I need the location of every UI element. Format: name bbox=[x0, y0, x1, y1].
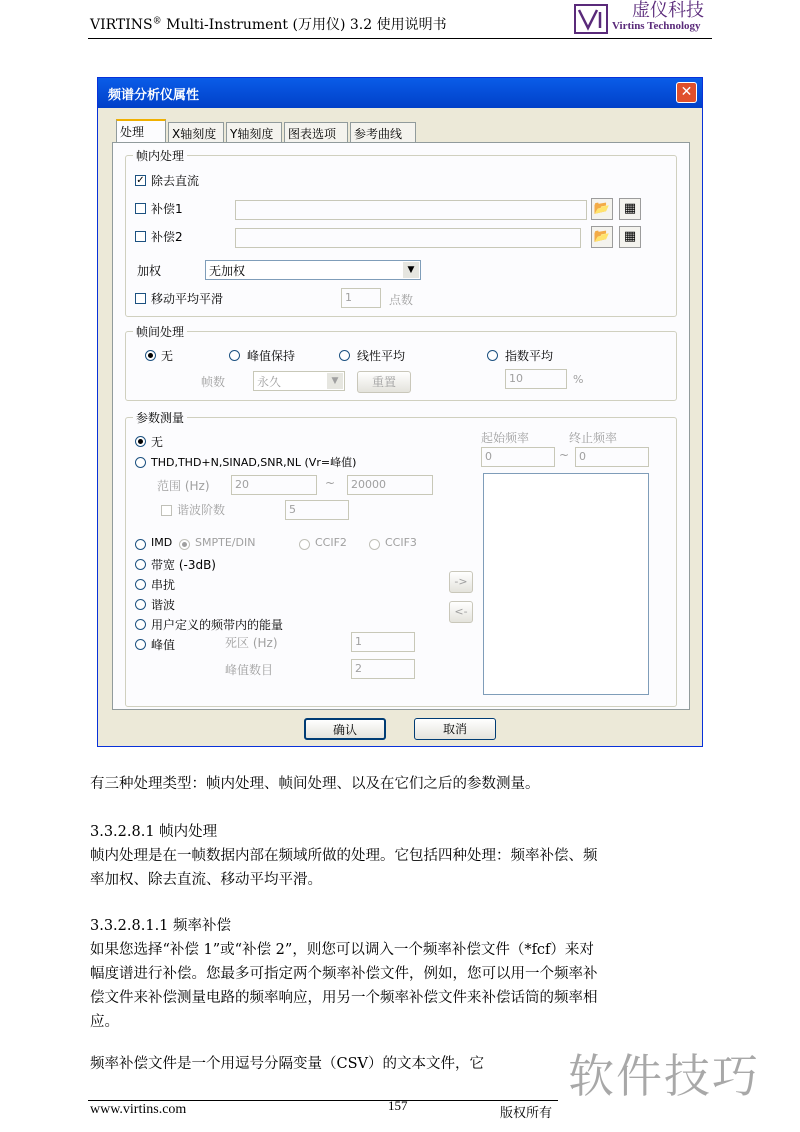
compensation1-checkbox[interactable] bbox=[135, 203, 146, 214]
tab-y-axis[interactable]: Y轴刻度 bbox=[226, 122, 282, 142]
dialog-titlebar bbox=[98, 78, 702, 108]
compensation1-label: 补偿1 bbox=[151, 202, 183, 216]
ok-button[interactable]: 确认 bbox=[304, 718, 386, 740]
moving-average-label: 移动平均平滑 bbox=[151, 292, 224, 306]
peak-hold-radio[interactable] bbox=[229, 350, 240, 361]
harmonics-label: 谐波 bbox=[151, 598, 176, 612]
spectrum-analyzer-properties-dialog bbox=[97, 77, 703, 747]
range-label: 范围 (Hz) bbox=[157, 479, 210, 493]
harmonic-order-input[interactable]: 5 bbox=[285, 500, 349, 520]
body-paragraph-2-line2: 率加权、除去直流、移动平均平滑。 bbox=[90, 872, 322, 888]
body-paragraph-4: 频率补偿文件是一个用逗号分隔变量（CSV）的文本文件，它 bbox=[90, 1056, 484, 1072]
moving-average-checkbox[interactable] bbox=[135, 293, 146, 304]
dialog-title: 频谱分析仪属性 bbox=[108, 88, 200, 103]
chevron-down-icon: ▼ bbox=[327, 373, 343, 389]
tab-reference-curves[interactable]: 参考曲线 bbox=[350, 122, 416, 142]
compensation2-file-field bbox=[235, 228, 581, 248]
smpte-label: SMPTE/DIN bbox=[195, 536, 256, 549]
logo-english-name: Virtins Technology bbox=[612, 20, 701, 32]
harmonic-order-checkbox[interactable] bbox=[161, 505, 172, 516]
document-header-title: VIRTINS® Multi-Instrument (万用仪) 3.2 使用说明书 bbox=[90, 16, 447, 33]
remove-band-button[interactable]: <- bbox=[449, 601, 473, 623]
body-paragraph-3-line1: 如果您选择“补偿 1”或“补偿 2”，则您可以调入一个频率补偿文件（*fcf）来对 bbox=[90, 942, 594, 958]
parameter-measurement-title: 参数测量 bbox=[133, 409, 187, 426]
ccif2-radio[interactable] bbox=[299, 539, 310, 550]
inter-frame-title: 帧间处理 bbox=[133, 323, 187, 340]
body-paragraph-3-line2: 幅度谱进行补偿。您最多可指定两个频率补偿文件，例如，您可以用一个频率补 bbox=[90, 966, 598, 982]
tab-x-axis[interactable]: X轴刻度 bbox=[168, 122, 224, 142]
smpte-radio[interactable] bbox=[179, 539, 190, 550]
body-paragraph-3-line3: 偿文件来补偿测量电路的频率响应，用另一个频率补偿文件来补偿话筒的频率相 bbox=[90, 990, 598, 1006]
frames-select[interactable] bbox=[253, 371, 345, 391]
reset-button[interactable]: 重置 bbox=[357, 371, 411, 393]
bandwidth-label: 带宽 (-3dB) bbox=[151, 558, 216, 572]
open-folder-icon[interactable]: 📂 bbox=[591, 198, 613, 220]
compensation2-label: 补偿2 bbox=[151, 230, 183, 244]
inter-none-radio[interactable] bbox=[145, 350, 156, 361]
weighting-label: 加权 bbox=[137, 264, 162, 278]
range-tilde: ~ bbox=[325, 476, 336, 490]
weighting-select[interactable] bbox=[205, 260, 421, 280]
compensation1-file-field bbox=[235, 200, 587, 220]
deadzone-label: 死区 (Hz) bbox=[225, 636, 278, 650]
page-number: 157 bbox=[388, 1098, 408, 1113]
user-band-energy-radio[interactable] bbox=[135, 619, 146, 630]
peak-hold-label: 峰值保持 bbox=[247, 349, 296, 363]
crosstalk-radio[interactable] bbox=[135, 579, 146, 590]
tab-panel bbox=[112, 142, 690, 710]
tab-chart-options[interactable]: 图表选项 bbox=[284, 122, 348, 142]
open-folder-icon[interactable]: 📂 bbox=[591, 226, 613, 248]
user-band-energy-label: 用户定义的频带内的能量 bbox=[151, 618, 284, 632]
intra-frame-title: 帧内处理 bbox=[133, 147, 187, 164]
exponential-average-label: 指数平均 bbox=[505, 349, 554, 363]
ccif3-label: CCIF3 bbox=[385, 536, 417, 549]
linear-average-label: 线性平均 bbox=[357, 349, 406, 363]
watermark: 软件技巧 bbox=[568, 1049, 760, 1103]
peak-radio[interactable] bbox=[135, 639, 146, 650]
harmonic-order-label: 谐波阶数 bbox=[177, 503, 226, 517]
points-unit-label: 点数 bbox=[389, 293, 414, 307]
frequency-tilde: ~ bbox=[559, 448, 570, 462]
frequency-band-list[interactable] bbox=[483, 473, 649, 695]
table-grid-icon[interactable]: ▦ bbox=[619, 226, 641, 248]
section-heading-compensation: 3.3.2.8.1.1 频率补偿 bbox=[90, 918, 232, 934]
range-to-input[interactable]: 20000 bbox=[347, 475, 433, 495]
body-paragraph-3-line4: 应。 bbox=[90, 1014, 119, 1030]
close-button[interactable]: ✕ bbox=[676, 82, 697, 103]
exponential-value-input[interactable]: 10 bbox=[505, 369, 567, 389]
body-paragraph-1: 有三种处理类型：帧内处理、帧间处理、以及在它们之后的参数测量。 bbox=[90, 776, 540, 792]
harmonics-radio[interactable] bbox=[135, 599, 146, 610]
bandwidth-radio[interactable] bbox=[135, 559, 146, 570]
percent-label: % bbox=[573, 373, 584, 386]
remove-dc-label: 除去直流 bbox=[151, 174, 200, 188]
footer-divider bbox=[88, 1100, 558, 1101]
imd-label: IMD bbox=[151, 536, 173, 549]
param-none-label: 无 bbox=[151, 435, 164, 449]
footer-copyright: 版权所有 bbox=[500, 1106, 553, 1121]
end-frequency-label: 终止频率 bbox=[569, 431, 618, 445]
ccif3-radio[interactable] bbox=[369, 539, 380, 550]
remove-dc-checkbox[interactable]: ✓ bbox=[136, 175, 145, 186]
footer-url: www.virtins.com bbox=[90, 1102, 187, 1117]
tab-processing[interactable]: 处理 bbox=[116, 119, 166, 143]
body-paragraph-2-line1: 帧内处理是在一帧数据内部在频域所做的处理。它包括四种处理：频率补偿、频 bbox=[90, 848, 598, 864]
virtins-logo-icon bbox=[574, 4, 608, 34]
chevron-down-icon: ▼ bbox=[403, 262, 419, 278]
end-frequency-input[interactable]: 0 bbox=[575, 447, 649, 467]
inter-none-label: 无 bbox=[161, 349, 174, 363]
thd-label: THD,THD+N,SINAD,SNR,NL (Vr=峰值) bbox=[151, 456, 357, 469]
start-frequency-label: 起始频率 bbox=[481, 431, 530, 445]
peak-count-input[interactable]: 2 bbox=[351, 659, 415, 679]
param-none-radio[interactable] bbox=[135, 436, 146, 447]
crosstalk-label: 串扰 bbox=[151, 578, 176, 592]
start-frequency-input[interactable]: 0 bbox=[481, 447, 555, 467]
header-divider bbox=[88, 38, 712, 39]
exponential-average-radio[interactable] bbox=[487, 350, 498, 361]
range-from-input[interactable]: 20 bbox=[231, 475, 317, 495]
ccif2-label: CCIF2 bbox=[315, 536, 347, 549]
deadzone-input[interactable]: 1 bbox=[351, 632, 415, 652]
peak-label: 峰值 bbox=[151, 638, 176, 652]
moving-average-points-input[interactable]: 1 bbox=[341, 288, 381, 308]
imd-radio[interactable] bbox=[135, 539, 146, 550]
table-grid-icon[interactable]: ▦ bbox=[619, 198, 641, 220]
cancel-button[interactable]: 取消 bbox=[414, 718, 496, 740]
frames-value: 永久 bbox=[257, 375, 282, 389]
frames-label: 帧数 bbox=[201, 375, 226, 389]
peak-count-label: 峰值数目 bbox=[225, 663, 274, 677]
compensation2-checkbox[interactable] bbox=[135, 231, 146, 242]
add-band-button[interactable]: -> bbox=[449, 571, 473, 593]
weighting-value: 无加权 bbox=[209, 264, 246, 278]
thd-radio[interactable] bbox=[135, 457, 146, 468]
section-heading-intra: 3.3.2.8.1 帧内处理 bbox=[90, 824, 218, 840]
logo-chinese-name: 虚仪科技 bbox=[632, 0, 704, 21]
linear-average-radio[interactable] bbox=[339, 350, 350, 361]
